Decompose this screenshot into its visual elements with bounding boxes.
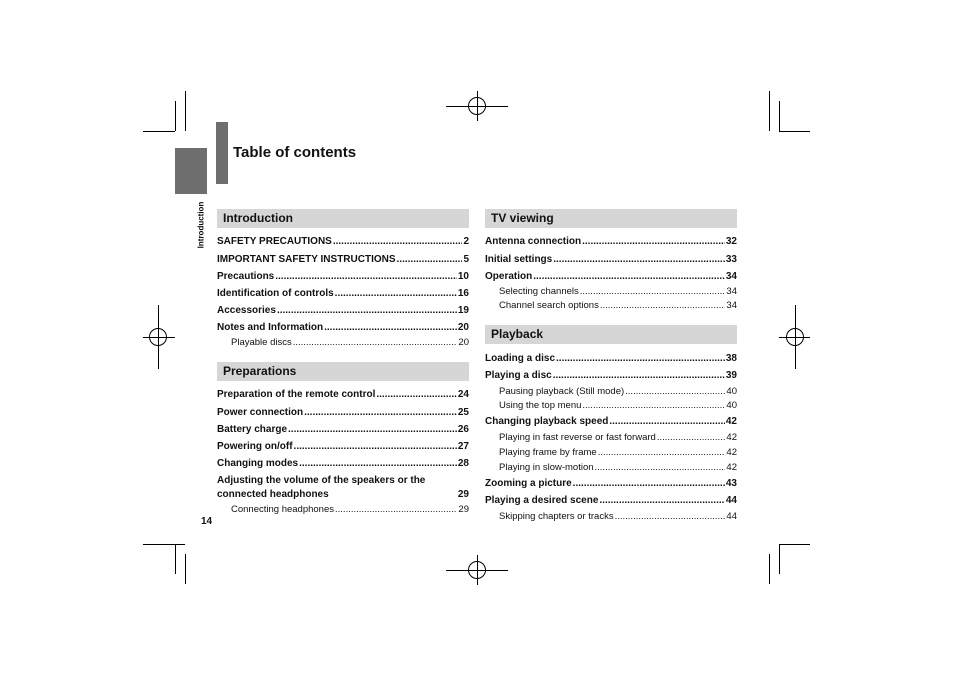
toc-subentry[interactable]: Pausing playback (Still mode) ..... 40 (485, 385, 737, 399)
section-heading: Introduction (217, 209, 469, 228)
crop-mark (143, 544, 185, 545)
toc-section-tv-viewing (485, 209, 737, 319)
section-heading: Preparations (217, 362, 469, 381)
toc-entry[interactable]: Power connection ..... 25 (217, 406, 469, 420)
crop-mark (175, 101, 176, 131)
toc-entry[interactable]: Identification of controls ..... 16 (217, 287, 469, 301)
toc-subentry[interactable]: Playing in slow-motion ..... 42 (485, 461, 737, 475)
toc-entry[interactable]: Changing modes ..... 28 (217, 457, 469, 471)
toc-subentry[interactable]: Connecting headphones ..... 29 (217, 503, 469, 517)
toc-entry[interactable]: Playing a desired scene ..... 44 (485, 494, 737, 508)
toc-entry[interactable]: Adjusting the volume of the speakers or the connected headphones 29 (217, 475, 469, 500)
crop-mark (769, 91, 770, 131)
crop-mark (779, 131, 810, 132)
toc-entry[interactable]: Loading a disc ..... 38 (485, 352, 737, 366)
toc-section-preparations (217, 362, 469, 522)
section-heading: Playback (485, 325, 737, 344)
crop-mark (185, 554, 186, 584)
toc-entry[interactable]: Preparation of the remote control ..... 24 (217, 388, 469, 402)
toc-entry[interactable]: Playing a disc ..... 39 (485, 369, 737, 383)
crop-mark (779, 101, 780, 131)
toc-entry[interactable]: Operation ..... 34 (485, 270, 737, 284)
toc-entry[interactable]: IMPORTANT SAFETY INSTRUCTIONS ..... 5 (217, 253, 469, 267)
toc-entry[interactable]: Initial settings ..... 33 (485, 253, 737, 267)
registration-mark (468, 561, 486, 579)
toc-entry[interactable]: Zooming a picture ..... 43 (485, 477, 737, 491)
toc-subentry[interactable]: Selecting channels ..... 34 (485, 285, 737, 299)
section-heading: TV viewing (485, 209, 737, 228)
registration-mark (149, 328, 167, 346)
toc-entry[interactable]: Battery charge ..... 26 (217, 423, 469, 437)
page-number: 14 (201, 516, 213, 527)
toc-entry[interactable]: SAFETY PRECAUTIONS ..... 2 (217, 235, 469, 249)
title-accent-bar (216, 122, 228, 184)
toc-subentry[interactable]: Playable discs ..... 20 (217, 336, 469, 350)
toc-subentry[interactable]: Skipping chapters or tracks ..... 44 (485, 510, 737, 524)
crop-mark (143, 131, 175, 132)
toc-entry[interactable]: Accessories ..... 19 (217, 304, 469, 318)
crop-mark (779, 544, 780, 574)
crop-mark (185, 91, 186, 131)
registration-mark (786, 328, 804, 346)
crop-mark (175, 544, 176, 574)
section-tab (175, 148, 207, 194)
registration-mark (468, 97, 486, 115)
toc-section-introduction (217, 209, 469, 354)
toc-entry[interactable]: Notes and Information ..... 20 (217, 321, 469, 335)
toc-subentry[interactable]: Using the top menu ..... 40 (485, 399, 737, 413)
toc-subentry[interactable]: Playing in fast reverse or fast forward ..... 42 (485, 431, 737, 445)
toc-entry[interactable]: Changing playback speed ..... 42 (485, 415, 737, 429)
toc-entry[interactable]: Antenna connection ..... 32 (485, 235, 737, 249)
page-title: Table of contents (233, 144, 357, 161)
crop-mark (769, 554, 770, 584)
toc-section-playback (485, 325, 737, 525)
toc-subentry[interactable]: Playing frame by frame ..... 42 (485, 446, 737, 460)
toc-entry[interactable]: Powering on/off ..... 27 (217, 440, 469, 454)
toc-subentry[interactable]: Channel search options ..... 34 (485, 299, 737, 313)
toc-entry[interactable]: Precautions ..... 10 (217, 270, 469, 284)
crop-mark (779, 544, 810, 545)
